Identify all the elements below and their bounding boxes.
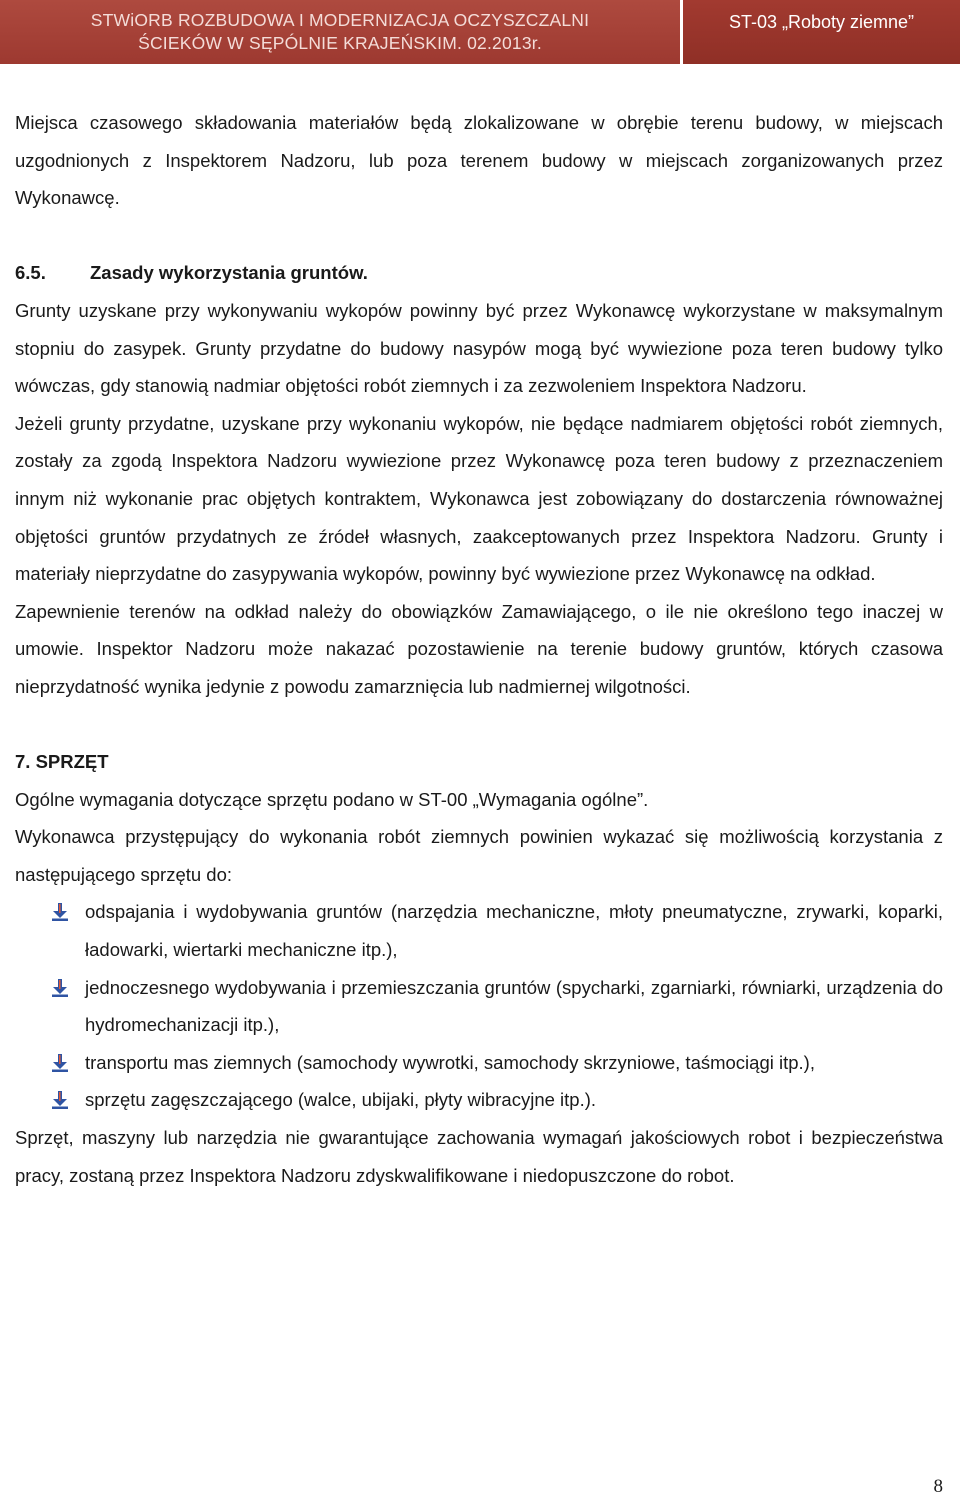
section-heading-7: 7. SPRZĘT bbox=[15, 751, 109, 773]
section-title: Zasady wykorzystania gruntów. bbox=[90, 262, 368, 284]
list-item bbox=[15, 1081, 943, 1119]
down-arrow-bullet-icon bbox=[52, 1054, 68, 1072]
paragraph-soil-use: Grunty uzyskane przy wykonywaniu wykopów powinny być przez Wykonawcę wykorzystane w maksymalnym stopniu do zasypek. Grunty przydatne do budowy nasypów mogą być wywiezione poza teren budowy tylko wówczas, gdy stanowią nadmiar objętości robót ziemnych i za zezwoleniem Inspektora Nadzoru. bbox=[15, 299, 943, 397]
list-item bbox=[15, 969, 943, 1044]
spacer bbox=[15, 217, 943, 255]
section-number: 6.5. bbox=[15, 262, 46, 284]
list-item-text: sprzętu zagęszczającego (walce, ubijaki, płyty wibracyjne itp.). bbox=[85, 1089, 597, 1111]
page-number: 8 bbox=[933, 1476, 943, 1497]
section-heading-6-5 bbox=[15, 254, 943, 292]
list-item-text: odspajania i wydobywania gruntów (narzędzia mechaniczne, młoty pneumatyczne, zrywarki, koparki, ładowarki, wiertarki mechaniczne itp.), bbox=[85, 901, 943, 961]
list-item bbox=[15, 893, 943, 968]
document-title-banner bbox=[0, 0, 680, 64]
list-item-text: jednoczesnego wydobywania i przemieszczania gruntów (spycharki, zgarniarki, równiarki, urządzenia do hydromechanizacji itp.), bbox=[85, 976, 943, 1036]
document-body bbox=[15, 104, 943, 1194]
document-title-line-1: STWiORB ROZBUDOWA I MODERNIZACJA OCZYSZCZALNI bbox=[90, 10, 590, 30]
paragraph-equipment-disqualification: Sprzęt, maszyny lub narzędzia nie gwarantujące zachowania wymagań jakościowych robot i bezpieczeństwa pracy, zostaną przez Inspektora Nadzoru zdyskwalifikowane i niedopuszczone do robot. bbox=[15, 1127, 943, 1186]
document-title-line-2: ŚCIEKÓW W SĘPÓLNIE KRAJEŃSKIM. 02.2013r. bbox=[138, 33, 542, 53]
down-arrow-bullet-icon bbox=[52, 1091, 68, 1109]
paragraph-equipment-general: Ogólne wymagania dotyczące sprzętu podano w ST-00 „Wymagania ogólne”. bbox=[15, 788, 649, 810]
paragraph-equipment-intro: Wykonawca przystępujący do wykonania robót ziemnych powinien wykazać się możliwością korzystania z następującego sprzętu do: bbox=[15, 826, 943, 885]
paragraph-soil-removal: Jeżeli grunty przydatne, uzyskane przy wykonaniu wykopów, nie będące nadmiarem objętości robót ziemnych, zostały za zgodą Inspektora Nadzoru wywiezione przez Wykonawcę poza teren budowy z przeznaczeniem innym niż wykonanie prac objętych kontraktem, Wykonawca jest zobowiązany do dostarczenia równoważnej objętości gruntów przydatnych ze źródeł własnych, zaakceptowanych przez Inspektora Nadzoru. Grunty i materiały nieprzydatne do zasypywania wykopów, powinny być wywiezione przez Wykonawcę na odkład. bbox=[15, 412, 943, 585]
paragraph-disposal-sites: Zapewnienie terenów na odkład należy do obowiązków Zamawiającego, o ile nie określono tego inaczej w umowie. Inspektor Nadzoru może nakazać pozostawienie na terenie budowy gruntów, których czasowa nieprzydatność wynika jedynie z powodu zamarznięcia lub nadmiernej wilgotności. bbox=[15, 600, 943, 697]
equipment-list bbox=[15, 893, 943, 1119]
paragraph-storage: Miejsca czasowego składowania materiałów będą zlokalizowane w obrębie terenu budowy, w miejscach uzgodnionych z Inspektorem Nadzoru, lub poza terenem budowy w miejscach zorganizowanych przez Wykonawcę. bbox=[15, 112, 943, 209]
page-header bbox=[0, 0, 960, 64]
down-arrow-bullet-icon bbox=[52, 979, 68, 997]
spacer bbox=[15, 706, 943, 744]
down-arrow-bullet-icon bbox=[52, 903, 68, 921]
list-item-text: transportu mas ziemnych (samochody wywrotki, samochody skrzyniowe, taśmociągi itp.), bbox=[85, 1051, 815, 1073]
spec-code-banner: ST-03 „Roboty ziemne” bbox=[683, 0, 960, 64]
list-item bbox=[15, 1044, 943, 1082]
